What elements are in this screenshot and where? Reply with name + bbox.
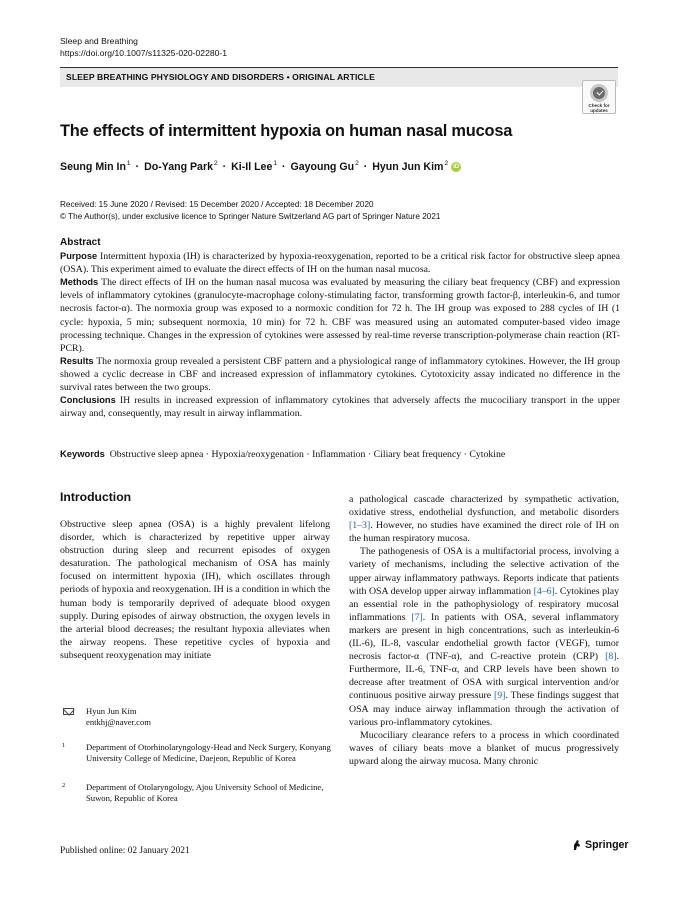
abstract-conclusions xyxy=(60,394,620,420)
abstract-section xyxy=(60,236,620,420)
author-affiliation: 1 xyxy=(273,160,277,167)
citation-link[interactable]: [4–6] xyxy=(533,585,555,597)
author-name[interactable]: Ki-Il Lee xyxy=(231,161,273,173)
citation-link[interactable]: [1–3] xyxy=(349,520,371,532)
intro-paragraph xyxy=(349,493,619,545)
paragraph-text: . In patients with OSA, several inflammatory markers are present in high concentrations, such as interleukin-6 (IL-6), IL-8, vascular endothelial growth factor (VEGF), tumor necrosis factor-α (TNF-α), and C-reactive protein (CRP) xyxy=(349,611,619,663)
corresponding-author-name: Hyun Jun Kim xyxy=(86,706,137,716)
author-affiliation: 2 xyxy=(213,160,218,167)
author-affiliation: 2 xyxy=(444,160,449,167)
doi-link[interactable]: https://doi.org/10.1007/s11325-020-02280-1 xyxy=(60,47,228,58)
article-title: The effects of intermittent hypoxia on human nasal mucosa xyxy=(60,122,513,140)
author-name[interactable]: Gayoung Gu xyxy=(290,161,355,173)
abstract-purpose xyxy=(60,250,620,276)
abstract-results xyxy=(60,355,620,394)
publisher-logo xyxy=(572,839,629,851)
paragraph-text: The pathogenesis of OSA is a multifactorial process, involving a variety of mechanisms, including the selective activation of the upper airway inflammatory pathways. Reports indicate that patients with OSA develop upper airway inflammation xyxy=(349,546,619,597)
author-name[interactable]: Do-Yang Park xyxy=(144,161,213,173)
abstract-methods xyxy=(60,276,620,355)
citation-link[interactable]: [9] xyxy=(494,690,506,702)
author-separator: · xyxy=(222,161,227,173)
author-name[interactable]: Seung Min In xyxy=(60,161,126,173)
introduction-heading: Introduction xyxy=(60,490,132,504)
paragraph-text: . However, no studies have examined the direct role of IH on the human respiratory mucosa. xyxy=(349,520,619,545)
results-text: The normoxia group revealed a persistent CBF pattern and a physiological range of inflammatory cytokines. However, the IH group showed a cyclic decrease in CBF and increased expression of inflammatory cytokines. Cytotoxicity assay indicated no difference in the survival rates between the two groups. xyxy=(60,355,620,394)
intro-paragraph: Mucociliary clearance refers to a process in which coordinated waves of ciliary beats move a blanket of mucus progressively upward along the airway mucosa. Many chronic xyxy=(349,729,619,767)
abstract-heading: Abstract xyxy=(60,237,101,248)
purpose-text: Intermittent hypoxia (IH) is characterized by hypoxia-reoxygenation, reported to be a critical risk factor for obstructive sleep apnea (OSA). This experiment aimed to evaluate the direct effects of IH on the human nasal mucosa. xyxy=(60,251,620,276)
article-dates xyxy=(60,199,440,223)
keywords-label: Keywords xyxy=(60,448,105,459)
conclusions-text: IH results in increased expression of inflammatory cytokines that adversely affects the mucociliary transport in the upper airway and, consequently, may result in airway inflammation. xyxy=(60,395,621,420)
author-affiliation: 2 xyxy=(355,160,359,167)
affiliation-number: 2 xyxy=(62,782,66,789)
purpose-label: Purpose xyxy=(60,251,98,262)
citation-link[interactable]: [8] xyxy=(605,651,617,663)
intro-paragraph: Obstructive sleep apnea (OSA) is a highly prevalent lifelong disorder, which is characterized by repetitive upper airway obstruction during sleep and recurrent episodes of oxygen desaturation. The pathological mechanism of OSA has mainly focused on intermittent hypoxia (IH), which oscillates through periods of hypoxia and reoxygenation. IH is a condition in which the human body is temporarily deprived of adequate blood oxygen supply. During episodes of airway obstruction, the oxygen levels in the arterial blood decreases; the resultant hypoxia alleviates when the airway reopens. These repetitive cycles of hypoxia and subsequent reoxygenation may initiate xyxy=(60,519,330,661)
journal-name: Sleep and Breathing xyxy=(60,36,138,46)
intro-paragraph xyxy=(349,545,619,728)
results-label: Results xyxy=(60,355,94,366)
check-updates-icon xyxy=(590,84,608,102)
section-bar xyxy=(60,67,618,87)
springer-horse-icon xyxy=(572,839,582,851)
author-name[interactable]: Hyun Jun Kim xyxy=(372,161,444,173)
conclusions-label: Conclusions xyxy=(60,395,116,406)
author-separator: · xyxy=(281,161,286,173)
author-separator: · xyxy=(363,161,368,173)
check-updates-label: Check for updates xyxy=(588,103,610,113)
affiliation-number: 1 xyxy=(62,742,66,749)
journal-info xyxy=(60,36,227,59)
author-separator: · xyxy=(135,161,140,173)
history-dates: Received: 15 June 2020 / Revised: 15 December 2020 / Accepted: 18 December 2020 xyxy=(60,200,374,209)
paragraph-text: . Furthermore, IL-6, TNF-α, and CRP levels have been shown to decrease after treatment of OSA with surgical intervention and/or continuous positive airway pressure xyxy=(349,651,619,702)
check-for-updates-badge[interactable] xyxy=(582,80,616,114)
author-affiliation: 1 xyxy=(126,160,131,167)
envelope-icon xyxy=(63,708,74,715)
section-label: SLEEP BREATHING PHYSIOLOGY AND DISORDERS • ORIGINAL ARTICLE xyxy=(66,72,375,82)
affiliation-text: Department of Otorhinolaryngology-Head and Neck Surgery, Konyang University College of Medicine, Daejeon, Republic of Korea xyxy=(86,742,331,763)
corresponding-author-email[interactable]: entkhj@naver.com xyxy=(86,717,151,727)
paragraph-text: . Cytokines play an essential role in the pathophysiology of respiratory mucosal inflammations xyxy=(349,585,619,623)
methods-text: The direct effects of IH on the human nasal mucosa was evaluated by measuring the ciliary beat frequency (CBF) and expression levels of inflammatory cytokines (granulocyte-macrophage colony-stimulating factor, transforming growth factor-β, interleukin-6, and tumor necrosis factor-α). The normoxia group was exposed to a normoxic condition for 72 h. The IH group was exposed to 288 cycles of IH (1 cycle: hypoxia, 5 min; subsequent normoxia, 10 min) for 72 h. CBF was measured using an automated computer-based video image processing technique. Changes in the expression of cytokines were assessed by real-time reverse transcription-polymerase chain reaction (RT-PCR). xyxy=(60,277,620,354)
keywords-line xyxy=(60,448,505,460)
right-column xyxy=(349,493,619,768)
orcid-icon[interactable]: iD xyxy=(453,164,460,170)
copyright-line: © The Author(s), under exclusive licence to Springer Nature Switzerland AG part of Springer Nature 2021 xyxy=(60,212,441,221)
paragraph-text: . These findings suggest that OSA may induce airway inflammation through the activation of various pro-inflammatory cytokines. xyxy=(349,690,619,728)
keywords-text: Obstructive sleep apnea · Hypoxia/reoxygenation · Inflammation · Ciliary beat frequency · Cytokine xyxy=(109,449,506,460)
paragraph-text: a pathological cascade characterized by sympathetic activation, oxidative stress, endothelial dysfunction, and metabolic disorders xyxy=(349,494,619,519)
citation-link[interactable]: [7] xyxy=(411,611,423,623)
author-list xyxy=(60,161,461,173)
affiliation-text: Department of Otolaryngology, Ajou University School of Medicine, Suwon, Republic of Korea xyxy=(86,782,324,803)
methods-label: Methods xyxy=(60,277,99,288)
published-date: Published online: 02 January 2021 xyxy=(60,846,190,856)
publisher-name: Springer xyxy=(585,839,629,851)
left-column xyxy=(60,518,330,662)
